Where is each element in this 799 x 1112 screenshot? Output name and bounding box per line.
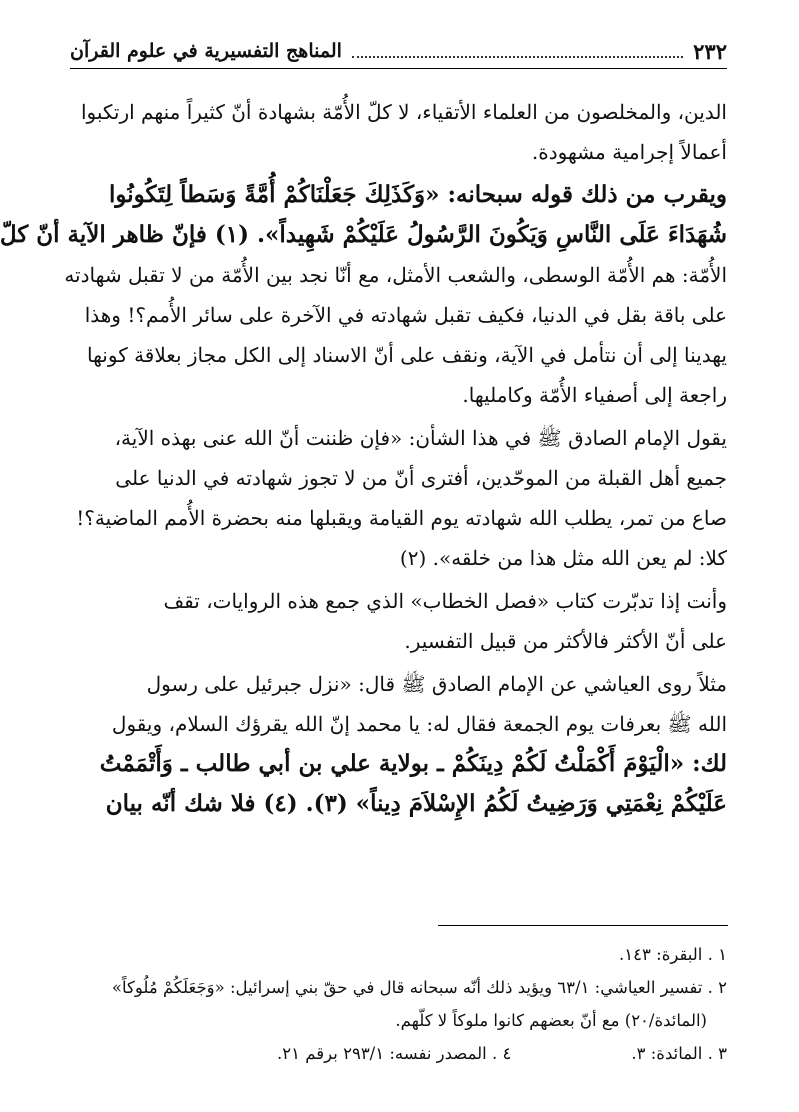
footnote-1: ١ . البقرة: ١٤٣. xyxy=(619,945,727,964)
text-line: راجعة إلى أصفياء الأُمّة وكامليها. xyxy=(462,383,727,407)
text-line-quran: عَلَيْكُمْ نِعْمَتِي وَرَضِيتُ لَكُمُ الإِسْلاَمَ دِيناً» (٣). (٤) فلا شك أنّه بيان xyxy=(105,790,727,817)
text-line: صاع من تمر، يطلب الله شهادته يوم القيامة ويقبلها منه بحضرة الأُمم الماضية؟! xyxy=(76,506,727,530)
book-title: المناهج التفسيرية في علوم القرآن xyxy=(70,40,342,62)
text-line: جميع أهل القبلة من الموحّدين، أفترى أنّ من لا تجوز شهادته في الدنيا على xyxy=(115,466,727,490)
footnote-3: ٣ . المائدة: ٣. xyxy=(631,1044,727,1063)
text-line: الأُمّة: هم الأُمّة الوسطى، والشعب الأمثل، مع أنّا نجد بين الأُمّة من لا تقبل شهادته xyxy=(64,263,727,287)
footnote-2: ٢ . تفسير العياشي: ٦٣/١ ويؤيد ذلك أنّه سبحانه قال في حقّ بني إسرائيل: «وَجَعَلَكُمْ مُلُوكاً» xyxy=(111,978,727,997)
text-line: كلا: لم يعن الله مثل هذا من خلقه». (٢) xyxy=(399,546,727,570)
text-line-quran: ويقرب من ذلك قوله سبحانه: «وَكَذَلِكَ جَعَلْنَاكُمْ أُمَّةً وَسَطاً لِتَكُونُوا xyxy=(108,181,727,208)
header-dot-leader xyxy=(352,44,683,58)
text-line: الدين، والمخلصون من العلماء الأتقياء، لا كلّ الأُمّة بشهادة أنّ كثيراً منهم ارتكبوا xyxy=(80,100,727,124)
text-line: يهدينا إلى أن نتأمل في الآية، ونقف على أنّ الاسناد إلى الكل مجاز بعلاقة كونها xyxy=(86,343,727,367)
text-line: وأنت إذا تدبّرت كتاب «فصل الخطاب» الذي جمع هذه الروايات، تقف xyxy=(163,589,727,613)
running-header xyxy=(70,34,727,69)
footnote-separator xyxy=(438,925,728,926)
paragraph-5 xyxy=(70,664,727,824)
paragraph-4 xyxy=(70,581,727,661)
footnotes xyxy=(70,938,727,1070)
text-line: أعمالاً إجرامية مشهودة. xyxy=(531,140,727,164)
paragraph-2 xyxy=(0,175,727,415)
text-line: يقول الإمام الصادق ﷺ في هذا الشأن: «فإن ظننت أنّ الله عنى بهذه الآية، xyxy=(114,426,727,450)
footnote-2-continued: (المائدة/٢٠) مع أنّ بعضهم كانوا ملوكاً لا كلّهم. xyxy=(395,1011,707,1030)
page-number: ٢٣٢ xyxy=(693,38,727,64)
text-line-quran: لك: «الْيَوْمَ أَكْمَلْتُ لَكُمْ دِينَكُمْ ـ بولاية علي بن أبي طالب ـ وَأَتْمَمْتُ xyxy=(99,750,727,777)
text-line: مثلاً روى العياشي عن الإمام الصادق ﷺ قال: «نزل جبرئيل على رسول xyxy=(146,672,727,696)
body-text xyxy=(0,92,727,824)
text-line: الله ﷺ بعرفات يوم الجمعة فقال له: يا محمد إنّ الله يقرؤك السلام، ويقول xyxy=(111,712,727,736)
footnote-4: ٤ . المصدر نفسه: ٢٩٣/١ برقم ٢١. xyxy=(277,1044,512,1063)
text-line: على أنّ الأكثر فالأكثر من قبيل التفسير. xyxy=(404,629,727,653)
footnote-row xyxy=(70,1037,727,1070)
paragraph-1 xyxy=(70,92,727,172)
text-line: على باقة بقل في الدنيا، فكيف تقبل شهادته في الآخرة على سائر الأُمم؟! وهذا xyxy=(84,303,727,327)
paragraph-3 xyxy=(70,418,727,578)
text-line-quran: شُهَدَاءَ عَلَى النَّاسِ وَيَكُونَ الرَّسُولُ عَلَيْكُمْ شَهِيداً». (١) فإنّ ظاهر الآية أنّ كلّ xyxy=(0,221,727,248)
